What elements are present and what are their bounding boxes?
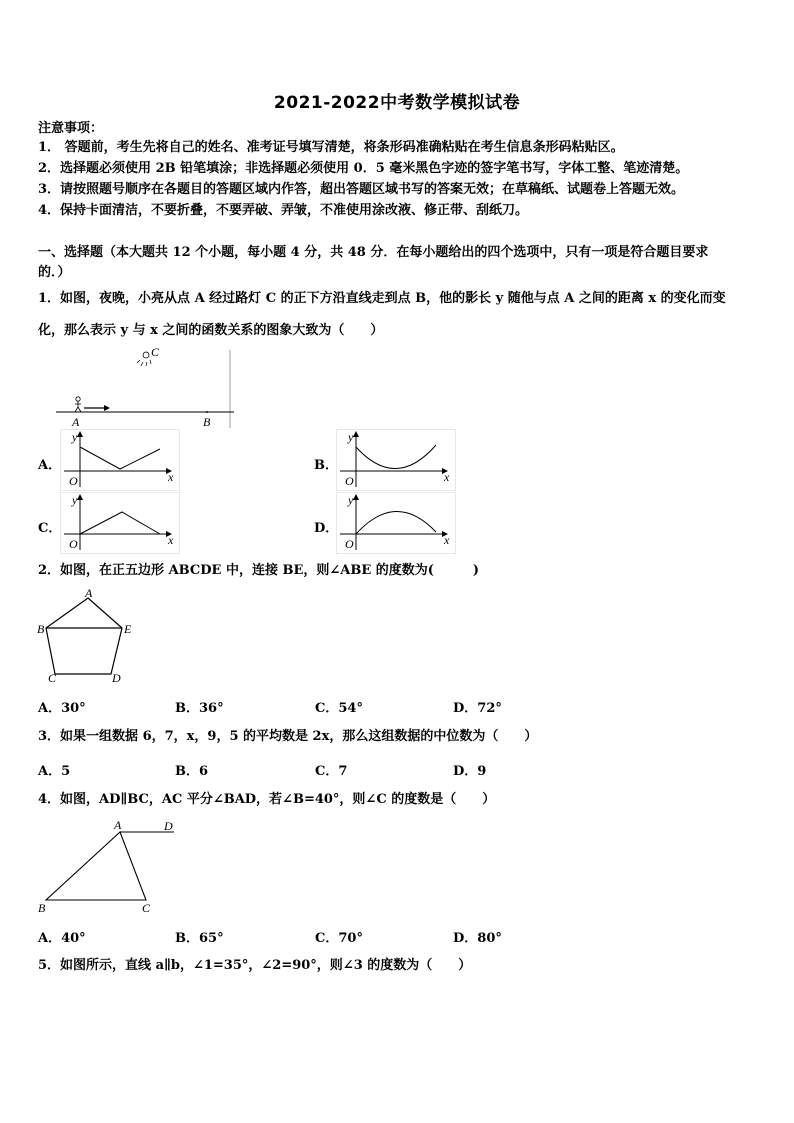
- graph-curve: [80, 447, 160, 469]
- q1-graph-b[interactable]: [336, 429, 456, 491]
- lamp-icon: [137, 352, 151, 366]
- note-item-2: 2．选择题必须使用 2B 铅笔填涂；非选择题必须使用 0．5 毫米黑色字迹的签字笔书写，字体工整、笔迹清楚。: [38, 161, 689, 176]
- note-item-3: 3．请按照题号顺序在各题目的答题区域内作答，超出答题区域书写的答案无效；在草稿纸、试题卷上答题无效。: [38, 182, 685, 197]
- q2-pentagon-figure: [34, 588, 144, 684]
- note-item-4: 4．保持卡面清洁，不要折叠，不要弄破、弄皱，不准使用涂改液、修正带、刮纸刀。: [38, 203, 529, 218]
- y-axis-arrow-icon: [77, 431, 83, 437]
- q1-graph-d[interactable]: [336, 492, 456, 554]
- q2-stem: 2．如图，在正五边形 ABCDE 中，连接 BE，则∠ABE 的度数为( ): [38, 563, 480, 578]
- q2-option-b[interactable]: B．36°: [175, 701, 224, 716]
- q3-option-d[interactable]: D．9: [453, 764, 487, 779]
- x-label: x: [168, 470, 174, 484]
- q4-option-d[interactable]: D．80°: [453, 931, 502, 946]
- q4-option-a[interactable]: A．40°: [38, 931, 86, 946]
- q3-option-a[interactable]: A．5: [38, 764, 71, 779]
- graph-frame: [61, 430, 180, 491]
- q2-label-d: D: [112, 671, 121, 684]
- walk-arrow-icon: [84, 405, 110, 411]
- origin-label: O: [69, 537, 78, 551]
- origin-label: O: [345, 537, 354, 551]
- origin-label: O: [345, 474, 354, 488]
- q1-graph-c[interactable]: [60, 492, 180, 554]
- y-axis-arrow-icon: [353, 494, 359, 500]
- q1-option-a-label[interactable]: A．: [38, 458, 62, 473]
- q1-graph-a[interactable]: [60, 429, 180, 491]
- note-item-1: 1． 答题前，考生先将自己的姓名、准考证号填写清楚，将条形码准确粘贴在考生信息条形码粘贴区。: [38, 140, 624, 155]
- q4-option-b[interactable]: B．65°: [175, 931, 224, 946]
- q1-label-a: A: [72, 415, 80, 429]
- q4-label-a: A: [114, 818, 122, 832]
- graph-frame: [337, 430, 456, 491]
- q1-label-b: B: [203, 415, 211, 429]
- q3-option-b[interactable]: B．6: [175, 764, 209, 779]
- q3-option-c[interactable]: C．7: [315, 764, 348, 779]
- x-label: x: [168, 533, 174, 547]
- q3-stem: 3．如果一组数据 6，7，x，9，5 的平均数是 2x，那么这组数据的中位数为（ ）: [38, 729, 538, 744]
- q1-option-c-label[interactable]: C．: [38, 521, 62, 536]
- y-label: y: [72, 493, 78, 507]
- q4-label-b: B: [38, 901, 46, 915]
- q1-option-b-label[interactable]: B．: [314, 458, 338, 473]
- q2-option-a[interactable]: A．30°: [38, 701, 86, 716]
- q1-point-b: [206, 411, 208, 413]
- q2-option-c[interactable]: C．54°: [315, 701, 363, 716]
- y-axis-arrow-icon: [353, 431, 359, 437]
- y-label: y: [348, 493, 354, 507]
- q1-stem-line1: 1．如图，夜晚，小亮从点 A 经过路灯 C 的正下方沿直线走到点 B，他的影长 y 随他与点 A 之间的距离 x 的变化而变: [38, 291, 726, 306]
- notes-heading: 注意事项：: [38, 121, 104, 136]
- q4-option-c[interactable]: C．70°: [315, 931, 363, 946]
- graph-frame: [61, 493, 180, 554]
- q2-option-d[interactable]: D．72°: [453, 701, 502, 716]
- q1-label-c: C: [151, 345, 160, 359]
- q4-label-d: D: [164, 819, 173, 833]
- q2-label-c: C: [48, 671, 57, 684]
- x-label: x: [444, 533, 450, 547]
- q1-scene-figure: [54, 344, 236, 430]
- q2-label-b: B: [37, 622, 45, 636]
- y-axis-arrow-icon: [77, 494, 83, 500]
- graph-frame: [337, 493, 456, 554]
- graph-curve: [80, 512, 160, 534]
- page-title: 2021-2022中考数学模拟试卷: [273, 93, 521, 113]
- q4-stem: 4．如图，AD∥BC，AC 平分∠BAD，若∠B=40°，则∠C 的度数是（ ）: [38, 792, 496, 807]
- graph-curve: [356, 511, 436, 534]
- x-label: x: [444, 470, 450, 484]
- graph-curve: [356, 445, 436, 469]
- q2-label-e: E: [124, 622, 132, 636]
- origin-label: O: [69, 474, 78, 488]
- person-icon: [75, 397, 81, 412]
- q1-option-d-label[interactable]: D．: [314, 521, 339, 536]
- y-label: y: [348, 430, 354, 444]
- section-heading-line1: 一、选择题（本大题共 12 个小题，每小题 4 分，共 48 分．在每小题给出的四个选项中，只有一项是符合题目要求: [38, 245, 709, 260]
- triangle-abc: [46, 832, 146, 900]
- q2-label-a: A: [85, 588, 93, 600]
- q4-triangle-figure: [34, 818, 184, 918]
- section-heading-line2: 的．）: [38, 265, 71, 280]
- q1-stem-line2: 化，那么表示 y 与 x 之间的函数关系的图象大致为（ ）: [38, 323, 384, 338]
- q5-stem: 5．如图所示，直线 a∥b，∠1=35°，∠2=90°，则∠3 的度数为（ ）: [38, 958, 472, 973]
- q4-label-c: C: [142, 901, 151, 915]
- pentagon-abcde: [46, 598, 122, 674]
- y-label: y: [72, 430, 78, 444]
